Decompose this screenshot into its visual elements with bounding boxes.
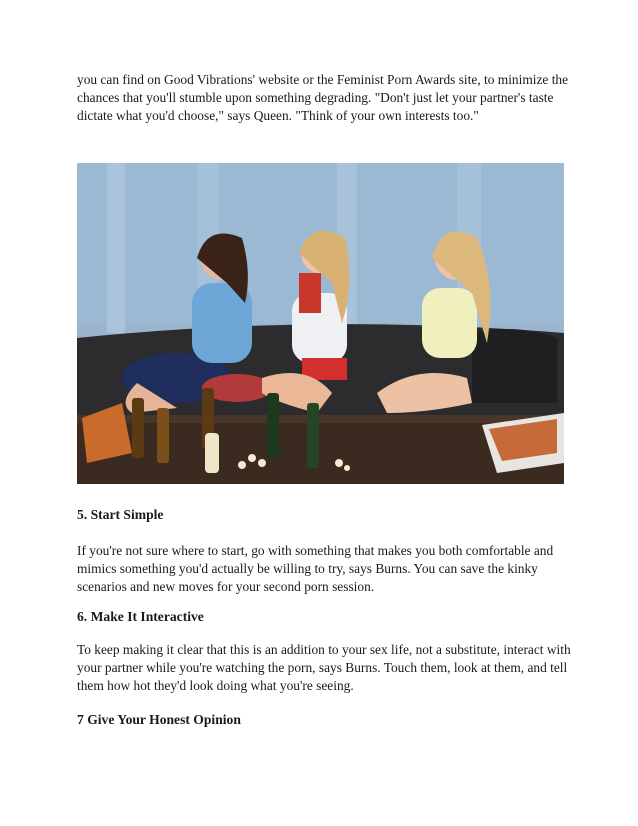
section-heading-honest-opinion: 7 Give Your Honest Opinion	[77, 712, 241, 727]
section-heading-make-it-interactive: 6. Make It Interactive	[77, 609, 204, 624]
section-heading-start-simple: 5. Start Simple	[77, 507, 164, 522]
intro-paragraph: you can find on Good Vibrations' website or the Feminist Porn Awards site, to minimize the chances that you'll stumble upon something degrading. "Don't just let your partner's taste dictate what you'd choose," says Queen. "Think of your own interests too."	[77, 72, 569, 123]
photo-three-women-on-sofa	[77, 163, 564, 484]
photo-illustration	[77, 163, 564, 484]
section-body-start-simple: If you're not sure where to start, go with something that makes you both comfortable and mimics something you'd actually be willing to try, says Burns. You can save the kinky scenarios and new moves for your second porn session.	[77, 543, 554, 594]
section-body-make-it-interactive: To keep making it clear that this is an addition to your sex life, not a substitute, interact with your partner while you're watching the porn, says Burns. Touch them, look at them, and tell them how hot they'd look doing what you're seeing.	[77, 642, 571, 693]
